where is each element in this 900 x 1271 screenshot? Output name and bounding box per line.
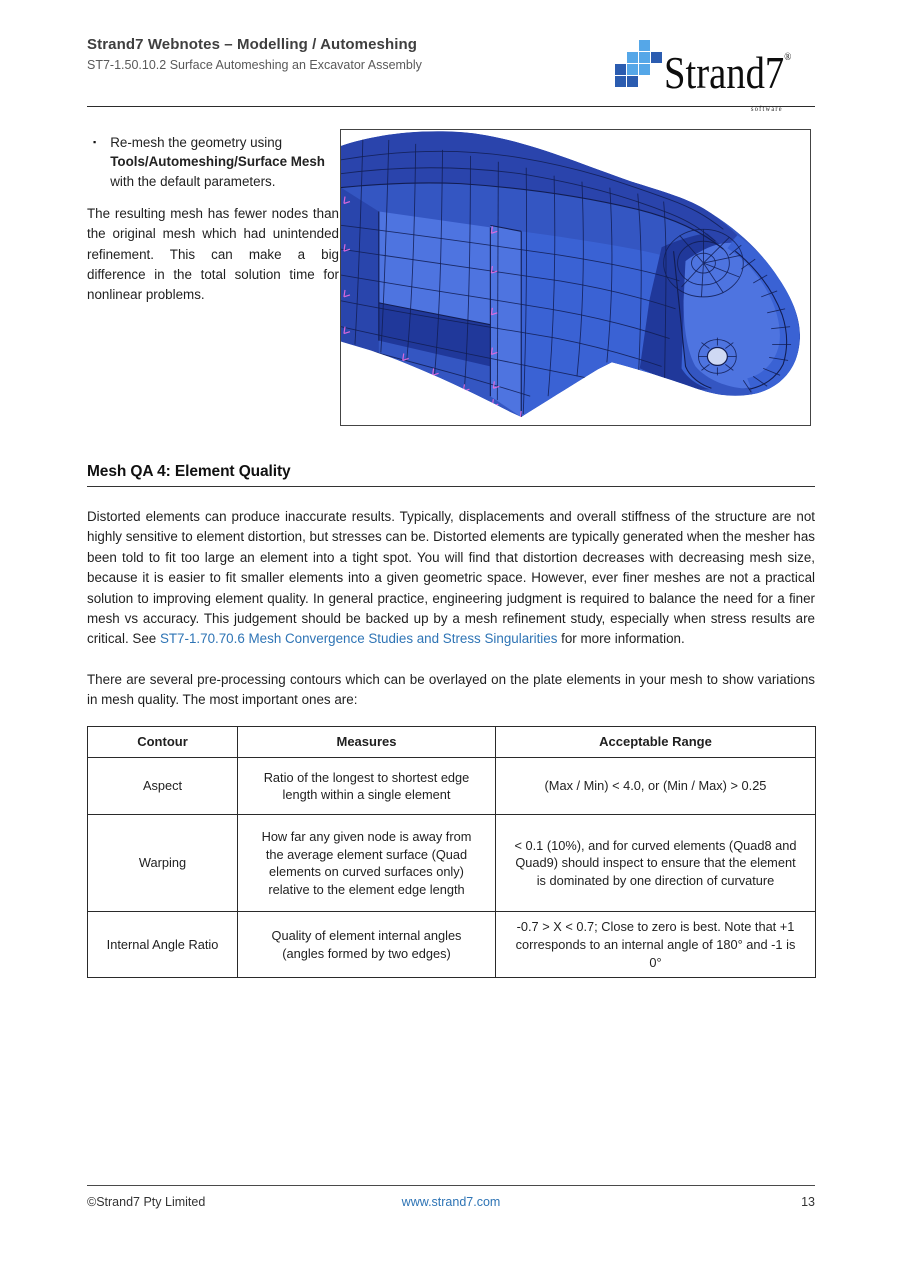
table-row	[88, 758, 816, 815]
excavator-mesh-image	[341, 130, 810, 425]
table-cell-contour: Aspect	[88, 758, 238, 815]
page-title: Strand7 Webnotes – Modelling / Automeshing	[87, 36, 418, 53]
intro-section	[87, 129, 815, 445]
strand7-logo-icon	[615, 40, 662, 87]
bullet-text: Re-mesh the geometry using Tools/Automeshing/Surface Mesh with the default parameters.	[110, 135, 325, 189]
table-header-contour: Contour	[88, 727, 238, 758]
page-footer	[87, 1185, 815, 1209]
mesh-convergence-link[interactable]: ST7-1.70.70.6 Mesh Convergence Studies and Stress Singularities	[159, 631, 558, 647]
bullet-square-icon: ▪	[93, 137, 97, 147]
bullet-item	[87, 133, 339, 191]
registered-mark: ®	[783, 51, 791, 63]
table-header-range: Acceptable Range	[496, 727, 816, 758]
logo-wordmark: Strand7® software	[664, 34, 791, 96]
page-content	[87, 0, 815, 1271]
section-heading: Mesh QA 4: Element Quality	[87, 463, 815, 487]
intro-paragraph: The resulting mesh has fewer nodes than the original mesh which had unintended refinement. This can make a big difference in the total solution time for nonlinear problems.	[87, 206, 339, 302]
footer-page-number: 13	[801, 1195, 815, 1209]
strand7-logo	[615, 34, 815, 113]
table-cell-measures: How far any given node is away from the average element surface (Quad elements on curved surfaces only) relative to the element edge length	[238, 815, 496, 912]
logo-tagline: software	[750, 104, 783, 113]
table-row	[88, 815, 816, 912]
page-header	[87, 0, 815, 113]
element-quality-paragraph: Distorted elements can produce inaccurate results. Typically, displacements and overall stiffness of the structure are not highly sensitive to element distortion, but stresses can be. Distorted elements are typically generated when the mesher has been told to fit too large an element into a tight spot. You will find that distortion decreases with decreasing mesh size, because it is easier to fit smaller elements into a given geometric space. However, ever finer meshes are not a practical solution to improving element quality. In general practice, engineering judgment is required to balance the need for a finer mesh vs accuracy. This judgement should be backed up by a mesh refinement study, especially when stress results are critical. See ST7-1.70.70.6 Mesh Convergence Studies and Stress Singularities for more information.	[87, 509, 815, 647]
footer-copyright: ©Strand7 Pty Limited	[87, 1195, 206, 1209]
table-cell-range: < 0.1 (10%), and for curved elements (Quad8 and Quad9) should inspect to ensure that the element is dominated by one direction of curvature	[496, 815, 816, 912]
table-cell-contour: Internal Angle Ratio	[88, 912, 238, 978]
footer-url-link[interactable]: www.strand7.com	[401, 1195, 501, 1209]
table-cell-contour: Warping	[88, 815, 238, 912]
intro-text-column	[87, 133, 339, 305]
table-row	[88, 912, 816, 978]
table-cell-range: -0.7 > X < 0.7; Close to zero is best. Note that +1 corresponds to an internal angle of 180° and -1 is 0°	[496, 912, 816, 978]
header-text-block	[87, 36, 422, 72]
table-cell-range: (Max / Min) < 4.0, or (Min / Max) > 0.25	[496, 758, 816, 815]
table-cell-measures: Ratio of the longest to shortest edge length within a single element	[238, 758, 496, 815]
contour-quality-table	[87, 726, 816, 978]
header-divider	[87, 106, 815, 107]
mesh-figure	[340, 129, 811, 426]
table-cell-measures: Quality of element internal angles (angles formed by two edges)	[238, 912, 496, 978]
table-header-row	[88, 727, 816, 758]
page-subtitle: ST7-1.50.10.2 Surface Automeshing an Excavator Assembly	[87, 58, 422, 72]
table-header-measures: Measures	[238, 727, 496, 758]
contours-paragraph: There are several pre-processing contours which can be overlayed on the plate elements in your mesh to show variations in mesh quality. The most important ones are:	[87, 671, 815, 707]
